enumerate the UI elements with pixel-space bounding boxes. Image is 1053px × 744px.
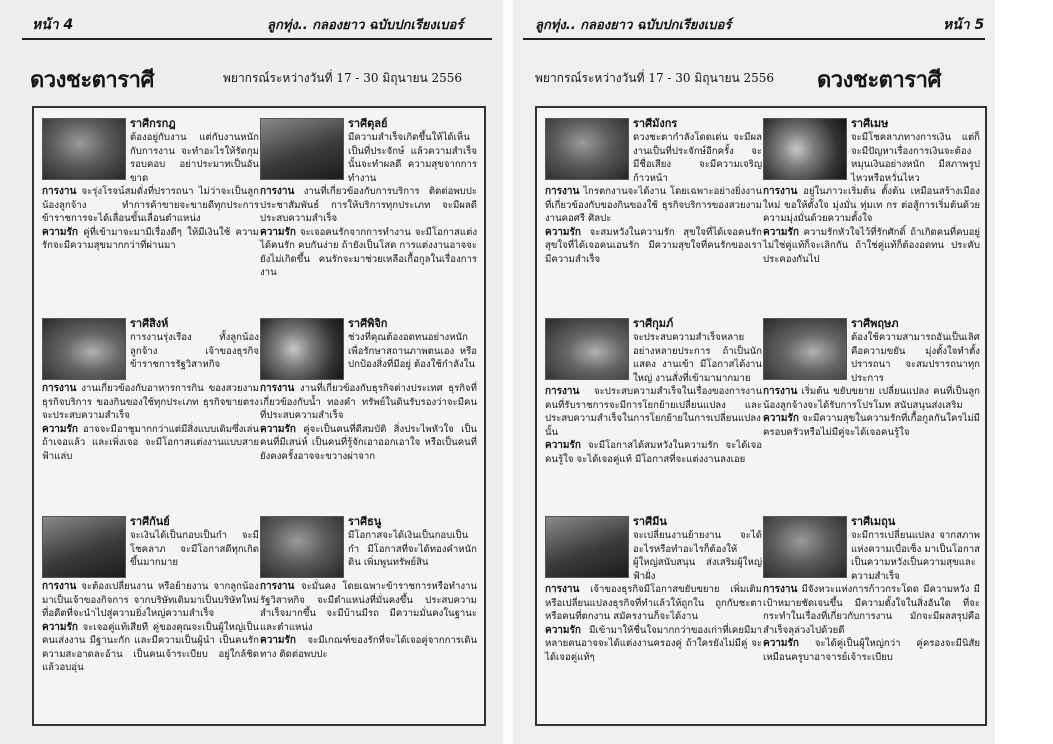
banner-subtitle: พยากรณ์ระหว่างวันที่ 17 - 30 มิถุนายน 2556 <box>223 71 463 85</box>
love-label: ความรัก <box>763 638 799 649</box>
zodiac-entry <box>763 116 980 266</box>
work-label: การงาน <box>763 186 798 197</box>
work-text: งานที่เกี่ยวข้องกับการบริการ ติดต่อพบปะประชาสัมพันธ์ การให้บริการทุกประเภท จะมีผลดีประสบความสำเร็จ <box>260 186 477 224</box>
work-text: จะรุ่งโรจน์สมดั่งที่ปรารถนา ไม่ว่าจะเป็นลูกน้องลูกจ้าง ทำการค้าขายจะขายดีทุกประการ ข้าราชการจะได้เลื่อนขั้นเลื่อนตำแหน่ง <box>42 186 259 224</box>
zodiac-intro: การงานรุ่งเรือง ทั้งลูกน้องลูกจ้าง เจ้าของธุรกิจ ข้าราชการรัฐวิสาหกิจ <box>130 332 259 370</box>
zodiac-sign-name: ราศีกันย์ <box>130 515 170 528</box>
horoscope-frame <box>535 106 987 726</box>
work-label: การงาน <box>260 186 295 197</box>
zodiac-sign-name: ราศีตุลย์ <box>348 117 388 130</box>
work-label: การงาน <box>763 386 798 397</box>
work-paragraph <box>545 385 762 439</box>
work-paragraph <box>545 185 762 226</box>
zodiac-illustration <box>545 118 629 180</box>
zodiac-intro: จะมีการเปลี่ยนแปลง จากสภาพแห่งความเบื่อเซ็ง มาเป็นโอกาส เป็นความหวังเป็นความสุขและความสำเร็จ <box>851 530 980 582</box>
zodiac-illustration <box>260 318 344 380</box>
header-rule <box>523 38 985 40</box>
right-page <box>513 0 995 744</box>
banner <box>30 62 490 94</box>
zodiac-sign-name: ราศีธนู <box>348 515 382 528</box>
love-text: จะสมหวังในความรัก สุขใจที่ได้เจอคนรัก สุขใจที่ได้เจอคนเอนรัก มีความสุขใจที่คนรักของเรามีความสำเร็จ <box>545 226 762 265</box>
work-text: จะประสบความสำเร็จในเรื่องของการงาน คนที่รับราชการจะมีการโยกย้ายเปลี่ยนแปลง และประสบความสำเร็จในการโยกย้ายในการเปลี่ยนแปลงนั้น <box>545 386 762 438</box>
love-label: ความรัก <box>763 413 799 424</box>
work-paragraph <box>763 583 980 637</box>
zodiac-sign-name: ราศีมีน <box>633 515 667 528</box>
work-label: การงาน <box>260 581 295 592</box>
work-label: การงาน <box>545 386 580 397</box>
work-paragraph <box>260 382 477 423</box>
work-paragraph <box>763 385 980 412</box>
zodiac-entry <box>545 514 762 664</box>
zodiac-illustration <box>42 118 126 180</box>
love-label: ความรัก <box>545 226 581 238</box>
left-page <box>0 0 503 744</box>
work-paragraph <box>42 185 259 226</box>
work-label: การงาน <box>42 581 77 592</box>
work-label: การงาน <box>763 584 798 595</box>
banner-title: ดวงชะตาราศี <box>817 68 941 93</box>
love-paragraph <box>42 226 259 253</box>
love-label: ความรัก <box>260 423 296 435</box>
love-paragraph <box>763 226 980 267</box>
love-text: จะได้คู่เป็นผู้ใหญ่กว่า คู่ครองจะมีนิสัยเหมือนครูบาอาจารย์เจ้าระเบียบ <box>763 638 980 663</box>
zodiac-intro: มีโอกาสจะได้เงินเป็นกอบเป็นกำ มีโอกาสที่จะได้ทองคำหนักดิน เพิ่มพูนทรัพย์สิน <box>348 530 477 568</box>
banner-subtitle: พยากรณ์ระหว่างวันที่ 17 - 30 มิถุนายน 2556 <box>535 71 775 85</box>
love-paragraph <box>763 412 980 439</box>
zodiac-illustration <box>545 516 629 578</box>
zodiac-illustration <box>42 318 126 380</box>
love-text: จะเจอคนรักจากการทำงาน จะมีโอกาสแต่งได้คนรัก คบกันง่าย ถ้ายังเป็นโสด การแต่งงานอาจจะยังไม่เกิดขึ้น คนรักจะมาช่วยเหลือเกื้อกูลในเรื่องการงาน <box>260 226 477 278</box>
zodiac-sign-name: ราศีเมถุน <box>851 515 896 528</box>
zodiac-entry <box>763 316 980 439</box>
zodiac-entry <box>545 316 762 466</box>
zodiac-illustration <box>763 516 847 578</box>
love-label: ความรัก <box>42 621 78 633</box>
love-paragraph <box>545 624 762 665</box>
work-text: งานเกี่ยวข้องกับอาหารการกิน ของสวยงาม ธุรกิจบริการ ของกินของใช้ทุกประเภท ธุรกิจขายตรง จะประสบความสำเร็จ <box>42 383 259 421</box>
work-label: การงาน <box>42 186 77 197</box>
scan-margin <box>995 0 1053 744</box>
work-text: งานที่เกี่ยวข้องกับธุรกิจต่างประเทศ ธุรกิจที่เกี่ยวข้องกับน้ำ ทองคำ ทรัพย์ในดินรับรองว่าจะมีคนที่ประสบความสำเร็จ <box>260 383 477 421</box>
zodiac-entry <box>42 316 259 463</box>
love-paragraph <box>260 423 477 464</box>
page-number: หน้า 4 <box>32 17 74 33</box>
love-paragraph <box>763 637 980 664</box>
love-label: ความรัก <box>545 624 581 636</box>
love-label: ความรัก <box>42 226 78 238</box>
love-paragraph <box>260 634 477 661</box>
love-text: จะเจอคู่แท้เสียที คู่ของคุณจะเป็นผู้ใหญ่เป็นคนเส่งงาน มีฐานะกัก และมีความเป็นผู้นำ เป็นคนรักความสะอาดละอ้าน เป็นคนเจ้าระเบียบ อยู่ใกล้ชิดแล้วอบอุ่น <box>42 621 259 673</box>
love-text: จะมีโอกาสได้สมหวังในความรัก จะได้เจอคนรู้ใจ จะได้เจอคู่แท้ มีโอกาสที่จะแต่งงานลงเอย <box>545 440 762 465</box>
zodiac-intro: ต้องใช้ความสามารถอันเป็นเลิศ คือความขยัน มุ่งตั้งใจทำตั้งปรารถนา จะสมปรารถนาทุกประการ <box>851 332 980 384</box>
running-title: ลูกทุ่ง.. กลองยาว ฉบับปกเรียงเบอร์ <box>535 18 732 33</box>
love-text: มีเข้ามาให้ชื่นใจมากกว่าของเก่าที่เคยมีมา หลายคนอาจจะได้แต่งงานครองคู่ ถ้าใครยังไม่มีคู่ จะได้เจอคู่แท้ๆ <box>545 624 762 663</box>
work-text: อยู่ในภาวะเริ่มต้น ตั้งต้น เหมือนสร้างเมืองใหม่ ขอให้ตั้งใจ มุ่งมั่น ทุ่มเท กร ต่อสู้การเริ่มต้นด้วยความมุ่งมั่นด้วยความตั้งใจ <box>763 186 980 224</box>
work-paragraph <box>42 382 259 423</box>
love-text: จะมีความสุขในความรักที่เกื้อกูลกันใครไม่มีครอบครัวหรือไม่มีคู่จะได้เจอคนรู้ใจ <box>763 413 980 438</box>
zodiac-illustration <box>545 318 629 380</box>
zodiac-intro: จะประสบความสำเร็จหลายอย่างหลายประการ ถ้าเป็นนักแสดง งานเข้า มีโอกาสได้งานใหญ่ งานสั่งที่เข้ามามากมาย <box>633 332 762 384</box>
zodiac-intro: จะเงินได้เป็นกอบเป็นกำ จะมีโชคลาภ จะมีโอกาสดีทุกเกิดขึ้นมากมาย <box>130 530 259 568</box>
zodiac-entry <box>42 514 259 675</box>
header-rule <box>22 38 492 40</box>
running-title: ลูกทุ่ง.. กลองยาว ฉบับปกเรียงเบอร์ <box>267 18 464 33</box>
love-paragraph <box>545 439 762 466</box>
love-text: อาจจะมีอาชูมากกว่าแต่มีสิ่งแบบเดิมซึ่งเล่น ถ้าเจอแล้ว และเพิ่งเจอ จะมีโอกาสแต่งงานแบบสายฟ้าแล่บ <box>42 423 259 462</box>
zodiac-sign-name: ราศีพฤษภ <box>851 317 899 330</box>
page-gutter <box>503 0 513 744</box>
zodiac-sign-name: ราศีมังกร <box>633 117 678 130</box>
love-paragraph <box>545 226 762 267</box>
banner <box>535 62 990 94</box>
work-label: การงาน <box>42 383 77 394</box>
zodiac-illustration <box>260 516 344 578</box>
zodiac-entry <box>42 116 259 253</box>
love-paragraph <box>42 621 259 675</box>
horoscope-frame <box>32 106 486 726</box>
work-paragraph <box>260 580 477 634</box>
zodiac-sign-name: ราศีกรกฎ <box>130 117 176 130</box>
zodiac-illustration <box>763 118 847 180</box>
work-text: ไกรตกงานจะได้งาน โดยเฉพาะอย่างยิ่งงานที่เกี่ยวข้องกับของกินของใช้ ธุรกิจบริการของสวยงาม งานคอศรี ศิลปะ <box>545 186 762 224</box>
zodiac-intro: มีความสำเร็จเกิดขึ้นให้ได้เห็นเป็นที่ประจักษ์ แล้วความสำเร็จนั้นจะทำผลดี ความสุขจากการทำงาน <box>348 132 477 184</box>
zodiac-entry <box>260 316 477 463</box>
zodiac-illustration <box>42 516 126 578</box>
zodiac-intro: จะมีโชคลาภทางการเงิน แต่ก็จะมีปัญหาเรื่องการเงินจะต้องหมุนเงินอย่างหนัก มีสภาพรูปไหวหรือหวั่นไหว <box>851 132 980 184</box>
zodiac-illustration <box>260 118 344 180</box>
work-paragraph <box>260 185 477 226</box>
love-text: ความรักหัวใจไว้ที่รักศักดิ์ ถ้าเกิดคนที่คบอยู่ไม่ใช่คู่แท้ก็จะเลิกกัน ถ้าใช่คู่แท้ก็ต้องอดทน ประคับประคองกันไป <box>763 226 980 265</box>
love-label: ความรัก <box>42 423 78 435</box>
work-paragraph <box>545 583 762 624</box>
love-text: จะมีเกณฑ์ของรักที่จะได้เจอคู่จากการเดินทาง ติดต่อพบปะ <box>260 635 477 660</box>
zodiac-entry <box>545 116 762 266</box>
work-text: เจ้าของธุรกิจมีโอกาสขยับขยาย เพิ่มเติมหรือเปลี่ยนแปลงธุรกิจที่ทำแล้วให้ถูกใน ถูกกับชะตา หรือคนที่ตกงาน สมัครงานก็จะได้งาน <box>545 584 762 622</box>
love-label: ความรัก <box>763 226 799 238</box>
zodiac-intro: จะเปลี่ยนงานย้ายงาน จะได้อะไรหรือทำอะไรก็ต้องให้ผู้ใหญ่สนับสนุน ส่งเสริมผู้ใหญ่ฟ้าฝั่ง <box>633 530 762 582</box>
love-label: ความรัก <box>545 440 581 451</box>
zodiac-illustration <box>763 318 847 380</box>
work-text: เริ่มต้น ขยับขยาย เปลี่ยนแปลง คนที่เป็นลูกน้องลูกจ้างจะได้รับการโปรโมท สนับสนุนส่งเสริม <box>763 386 980 411</box>
zodiac-entry <box>260 116 477 280</box>
work-text: จะมั่นคง โดยเฉพาะข้าราชการหรือทำงานรัฐวิสาหกิจ จะมีตำแหน่งที่มั่นคงขึ้น ประสบความสำเร็จมากขึ้น จะมีบ้านมีรถ มีความมั่นคงในฐานะและตำแหน่ง <box>260 581 477 633</box>
love-text: คู่ที่เข้ามาจะมามีเรื่องดีๆ ให้มีเงินใช้ ความรักจะมีความสุขมากกว่าที่ผ่านมา <box>42 226 259 251</box>
zodiac-intro: ต้องอยู่กับงาน แต่กับงานหนักกับการงาน จะทำอะไรให้รัดกุมรอบคอบ อย่าประมาทเป็นอันขาด <box>130 132 259 184</box>
zodiac-entry <box>260 514 477 661</box>
work-label: การงาน <box>260 383 295 394</box>
work-label: การงาน <box>545 186 580 197</box>
love-paragraph <box>42 423 259 464</box>
zodiac-sign-name: ราศีกุมภ์ <box>633 317 674 330</box>
work-paragraph <box>763 185 980 226</box>
work-label: การงาน <box>545 584 580 595</box>
page-number: หน้า 5 <box>943 17 985 33</box>
zodiac-sign-name: ราศีพิจิก <box>348 317 388 330</box>
work-text: มีจังหวะแห่งการก้าวกระโดด มีความหวัง มีเป้าหมายชัดเจนขึ้น มีความตั้งใจในสิ่งอันใด ที่จะกระทำในเรื่องที่เกี่ยวกับการงาน มักจะมีผลสรุปคือสำเร็จลุล่วงไปด้วยดี <box>763 584 980 636</box>
work-paragraph <box>42 580 259 621</box>
love-label: ความรัก <box>260 635 296 646</box>
zodiac-sign-name: ราศีสิงห์ <box>130 317 169 330</box>
love-label: ความรัก <box>260 226 296 238</box>
work-text: จะต้องเปลี่ยนงาน หรือย้ายงาน จากลูกน้องมาเป็นเจ้าของกิจการ จากบริษัทเดิมมาเป็นบริษัทใหม่ ที่อดีตที่จะนำไปสู่ความยิ่งใหญ่ความสำเร็จ <box>42 581 259 619</box>
banner-title: ดวงชะตาราศี <box>30 68 154 93</box>
zodiac-intro: ช่วงที่คุณต้องอดทนอย่างหนักเพื่อรักษาสถานภาพตนเอง หรือปกป้องสิ่งที่มีอยู่ ต้องใช้กำลังใน <box>348 332 477 370</box>
love-text: คู่จะเป็นคนที่ดีสมบัติ สิ่งประไพหัวใจ เป็นคนที่มีเสน่ห์ เป็นคนที่รู้จักเอาออกเอาใจ หรือเป็นคนที่ยังคงครั้งอาจจะขวางผ่าจาก <box>260 423 477 462</box>
love-paragraph <box>260 226 477 280</box>
zodiac-intro: ดวงชะตากำลังโดดเด่น จะมีผลงานเป็นที่ประจักษ์อีกครั้ง จะมีชื่อเสียง จะมีความเจริญก้าวหน้า <box>633 132 762 184</box>
zodiac-entry <box>763 514 980 664</box>
zodiac-sign-name: ราศีเมษ <box>851 117 889 130</box>
